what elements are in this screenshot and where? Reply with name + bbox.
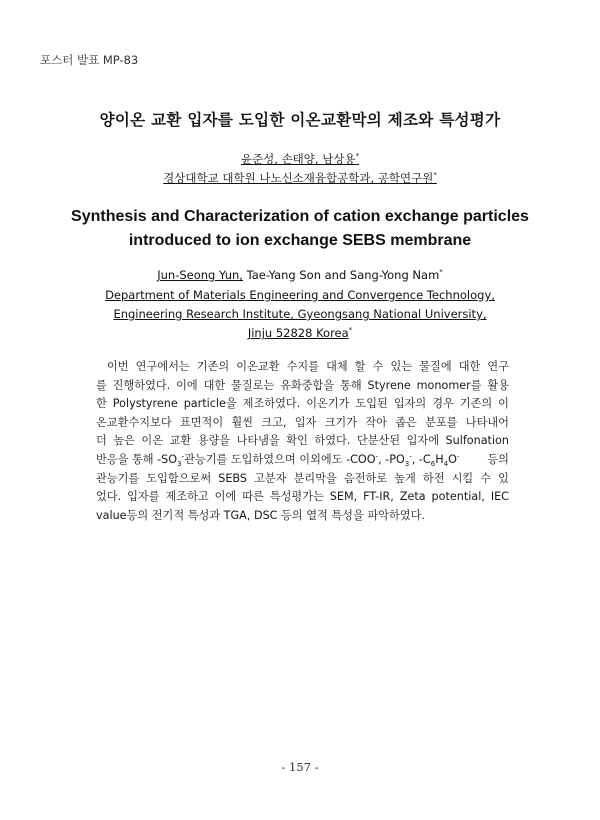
- chem-tail: 등의: [487, 452, 509, 466]
- session-tag: 포스터 발표 MP-83: [40, 53, 139, 67]
- english-affiliation-line-2: [0, 307, 600, 321]
- korean-title: 양이온 교환 입자를 도입한 이온교환막의 제조와 특성평가: [99, 111, 501, 129]
- abstract-line: 온교환수지보다 표면적이 훨씬 크고, 입자 크기가 작아 좁은 분포를 나타내어: [96, 415, 509, 429]
- abstract-line: 를 진행하였다. 이에 대한 물질로는 유화중합을 통해 Styrene monomer를 활용: [96, 378, 509, 392]
- superscript: -: [375, 452, 379, 461]
- english-authors: [0, 268, 600, 282]
- co-authors: Tae-Yang Son and Sang-Yong Nam: [242, 268, 440, 282]
- affiliation-mark-en: *: [348, 326, 353, 335]
- corresponding-mark-en: *: [439, 268, 443, 277]
- abstract-line: 한 Polystyrene particle을 제조하였다. 이온기가 도입된 입자의 경우 기존의 이: [96, 397, 509, 411]
- english-title: [0, 205, 600, 253]
- korean-affiliation-text: 경상대학교 대학원 나노신소재융합공학과, 공학연구원: [163, 171, 434, 185]
- english-title-line-2: introduced to ion exchange SEBS membrane: [128, 232, 472, 249]
- corresponding-mark: *: [355, 152, 360, 161]
- aff-line-2-text: Engineering Research Institute, Gyeongsang National University,: [113, 307, 487, 321]
- chem-text: 관능기를 도입하였으며 이외에도 -COO: [184, 452, 376, 466]
- abstract-line: 었다. 입자를 제조하고 이에 따른 특성평가는 SEM, FT-IR, Zeta potential, IEC: [96, 490, 509, 504]
- abstract-line: 관능기를 도입함으로써 SEBS 고분자 분리막을 음전하로 높게 하전 시킬 수 있: [96, 471, 509, 485]
- chem-text: O: [448, 452, 457, 466]
- english-affiliation-line-1: [0, 288, 600, 302]
- chem-seg: [96, 451, 459, 470]
- abstract-line-chem: [96, 451, 509, 470]
- subscript: 3: [177, 460, 182, 469]
- presenting-author: Jun-Seong Yun,: [157, 268, 243, 282]
- superscript: -: [409, 452, 412, 461]
- page-number: - 157 -: [281, 760, 319, 774]
- aff-line-1-text: Department of Materials Engineering and Convergence Technology,: [105, 288, 495, 302]
- subscript: 6: [430, 460, 436, 469]
- subscript: 4: [443, 460, 449, 469]
- affiliation-mark: *: [433, 171, 437, 180]
- abstract-line: 이번 연구에서는 기존의 이온교환 수지를 대체 할 수 있는 물질에 대한 연구: [107, 360, 509, 373]
- chem-text: , -C: [411, 452, 431, 466]
- abstract-line: value등의 전기적 특성과 TGA, DSC 등의 열적 특성을 파악하였다.: [96, 508, 425, 522]
- chem-text: 반응을 통해 -SO: [96, 452, 178, 466]
- korean-affiliation: [0, 170, 600, 186]
- abstract-line: 더 높은 이온 교환 용량을 나타냄을 확인 하였다. 단분산된 입자에 Sulfonation: [96, 434, 509, 448]
- english-affiliation-line-3: [0, 326, 600, 340]
- english-title-line-1: Synthesis and Characterization of cation exchange particles: [71, 208, 529, 225]
- superscript: -: [181, 452, 185, 461]
- abstract-body: [96, 358, 509, 525]
- superscript: -: [456, 452, 460, 461]
- chem-text: , -PO: [378, 452, 405, 466]
- korean-authors: [0, 151, 600, 167]
- subscript: 3: [404, 460, 410, 469]
- korean-author-names: 윤준성, 손태양, 남상용: [240, 152, 356, 166]
- chem-text: H: [435, 452, 444, 466]
- aff-line-3-text: Jinju 52828 Korea: [247, 326, 349, 340]
